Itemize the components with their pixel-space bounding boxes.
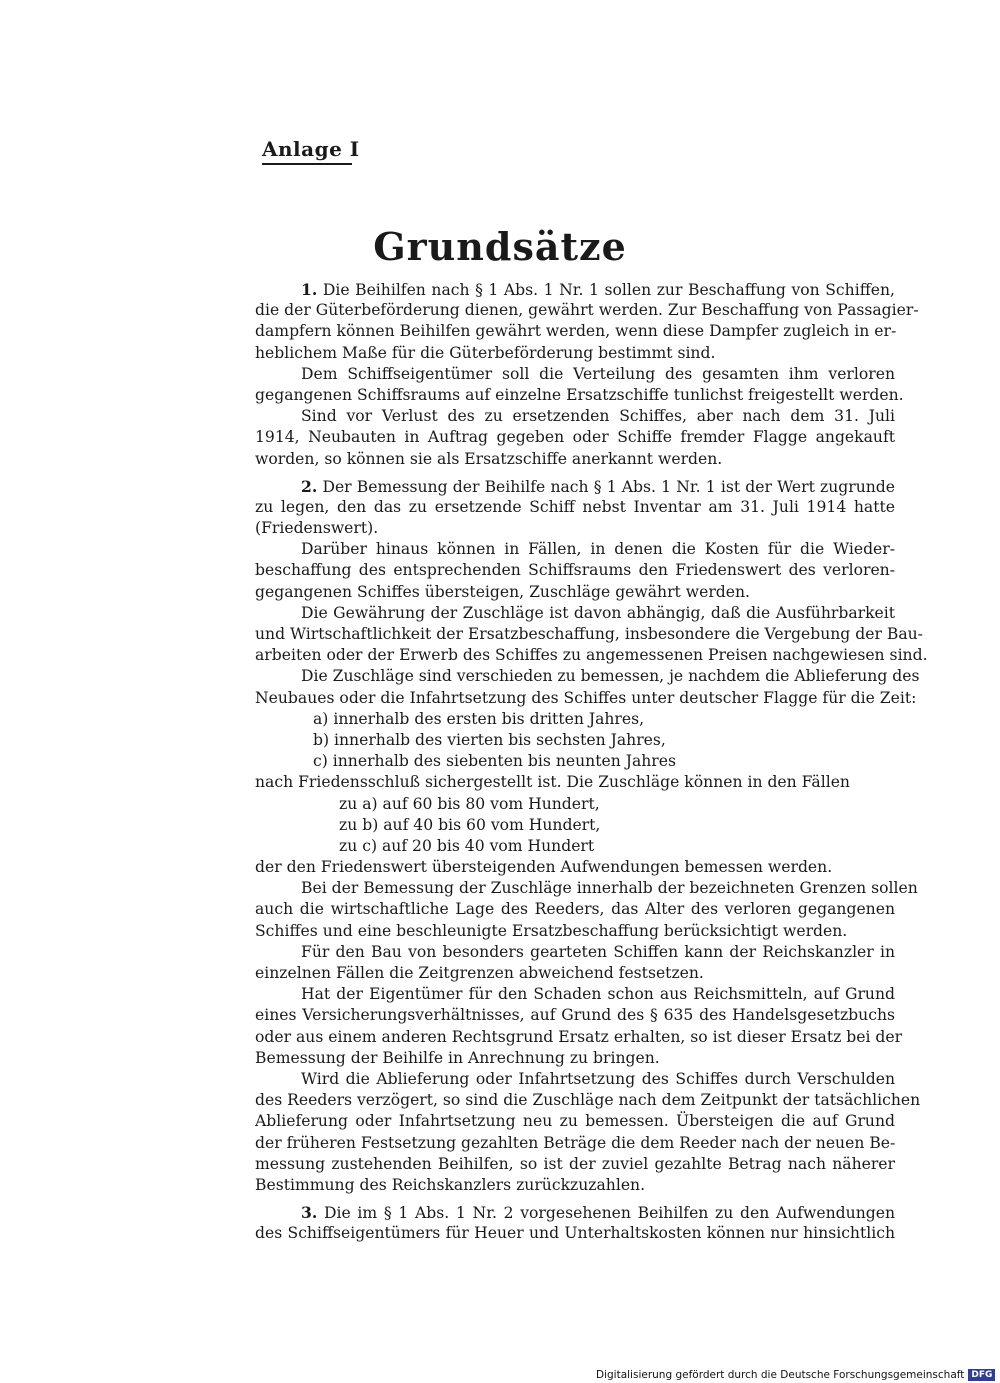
text-line: arbeiten oder der Erwerb des Schiffes zu angemessenen Preisen nachgewiesen sind. <box>255 646 928 665</box>
annex-underline <box>262 163 352 165</box>
text-line: c) innerhalb des siebenten bis neunten Jahres <box>313 752 676 771</box>
text-line: Bestimmung des Reichskanzlers zurückzuzahlen. <box>255 1175 646 1194</box>
text-line: zu c) auf 20 bis 40 vom Hundert <box>339 836 595 855</box>
text-line: zu a) auf 60 bis 80 vom Hundert, <box>339 794 600 813</box>
text-line: Die Gewährung der Zuschläge ist davon abhängig, daß die Ausführbarkeit <box>301 603 895 622</box>
text-line: auch die wirtschaftliche Lage des Reeders, das Alter des verloren gegangenen <box>255 900 895 919</box>
text-line: Für den Bau von besonders gearteten Schiffen kann der Reichskanzler in <box>301 942 895 961</box>
text-line: zu b) auf 40 bis 60 vom Hundert, <box>339 815 601 834</box>
page-title: Grundsätze <box>373 224 627 269</box>
text-line: Dem Schiffseigentümer soll die Verteilung des gesamten ihm verloren <box>301 364 895 383</box>
text-line: 1914, Neubauten in Auftrag gegeben oder Schiffe fremder Flagge angekauft <box>255 428 895 447</box>
text-line: 1. Die Beihilfen nach § 1 Abs. 1 Nr. 1 sollen zur Beschaffung von Schiffen, <box>301 280 895 299</box>
text-line: b) innerhalb des vierten bis sechsten Jahres, <box>313 730 666 749</box>
text-line: zu legen, den das zu ersetzende Schiff nebst Inventar am 31. Juli 1914 hatte <box>255 497 895 516</box>
text-line: heblichem Maße für die Güterbeförderung bestimmt sind. <box>255 343 716 362</box>
text-line: 2. Der Bemessung der Beihilfe nach § 1 Abs. 1 Nr. 1 ist der Wert zugrunde <box>301 476 895 496</box>
annex-heading: Anlage I <box>262 137 360 161</box>
footer-credit <box>596 1368 995 1382</box>
text-line: nach Friedensschluß sichergestellt ist. Die Zuschläge können in den Fällen <box>255 773 850 792</box>
text-line: Darüber hinaus können in Fällen, in denen die Kosten für die Wieder- <box>301 540 895 559</box>
text-line: und Wirtschaftlichkeit der Ersatzbeschaffung, insbesondere die Vergebung der Bau- <box>255 625 923 643</box>
text-line: Neubaues oder die Infahrtsetzung des Schiffes unter deutscher Flagge für die Zeit: <box>255 688 917 707</box>
text-line: der früheren Festsetzung gezahlten Beträge die dem Reeder nach der neuen Be- <box>255 1133 896 1152</box>
text-line: Bemessung der Beihilfe in Anrechnung zu bringen. <box>255 1048 660 1067</box>
text-line: oder aus einem anderen Rechtsgrund Ersatz erhalten, so ist dieser Ersatz bei der <box>255 1027 903 1046</box>
text-line: dampfern können Beihilfen gewährt werden, wenn diese Dampfer zugleich in er- <box>255 322 897 341</box>
text-line: messung zustehenden Beihilfen, so ist der zuviel gezahlte Betrag nach näherer <box>255 1154 895 1173</box>
text-line: (Friedenswert). <box>255 519 379 538</box>
text-line: der den Friedenswert übersteigenden Aufwendungen bemessen werden. <box>255 858 833 877</box>
text-line: gegangenen Schiffsraums auf einzelne Ersatzschiffe tunlichst freigestellt werden. <box>255 385 904 404</box>
text-line: 3. Die im § 1 Abs. 1 Nr. 2 vorgesehenen Beihilfen zu den Aufwendungen <box>301 1203 895 1223</box>
text-line: des Reeders verzögert, so sind die Zuschläge nach dem Zeitpunkt der tatsächlichen <box>255 1091 921 1110</box>
text-line: einzelnen Fällen die Zeitgrenzen abweichend festsetzen. <box>255 964 704 982</box>
text-line: Ablieferung oder Infahrtsetzung neu zu bemessen. Übersteigen die auf Grund <box>255 1112 895 1131</box>
section-number: 1. <box>301 280 318 299</box>
footer-text: Digitalisierung gefördert durch die Deutsche Forschungsgemeinschaft <box>596 1369 965 1381</box>
text-line: eines Versicherungsverhältnisses, auf Grund des § 635 des Handelsgesetzbuchs <box>255 1006 895 1025</box>
text-line: Sind vor Verlust des zu ersetzenden Schiffes, aber nach dem 31. Juli <box>301 407 895 426</box>
document-body <box>255 279 928 1244</box>
text-line: Die Zuschläge sind verschieden zu bemessen, je nachdem die Ablieferung des <box>301 667 920 686</box>
text-line: gegangenen Schiffes übersteigen, Zuschläge gewährt werden. <box>255 582 751 601</box>
text-line: die der Güterbeförderung dienen, gewährt werden. Zur Beschaffung von Passagier- <box>255 301 919 320</box>
dfg-logo: DFG <box>968 1369 995 1381</box>
text-line: Wird die Ablieferung oder Infahrtsetzung des Schiffes durch Verschulden <box>301 1069 895 1088</box>
text-line: Bei der Bemessung der Zuschläge innerhalb der bezeichneten Grenzen sollen <box>301 879 918 898</box>
text-line: beschaffung des entsprechenden Schiffsraums den Friedenswert des verloren- <box>255 561 895 580</box>
text-line: Schiffes und eine beschleunigte Ersatzbeschaffung berücksichtigt werden. <box>255 921 848 940</box>
section-number: 2. <box>301 476 318 496</box>
text-line: worden, so können sie als Ersatzschiffe anerkannt werden. <box>255 449 723 468</box>
text-line: des Schiffseigentümers für Heuer und Unterhaltskosten können nur hinsichtlich <box>255 1224 895 1243</box>
text-line: Hat der Eigentümer für den Schaden schon aus Reichsmitteln, auf Grund <box>301 985 895 1004</box>
text-line: a) innerhalb des ersten bis dritten Jahres, <box>313 709 645 728</box>
section-number: 3. <box>301 1203 318 1223</box>
